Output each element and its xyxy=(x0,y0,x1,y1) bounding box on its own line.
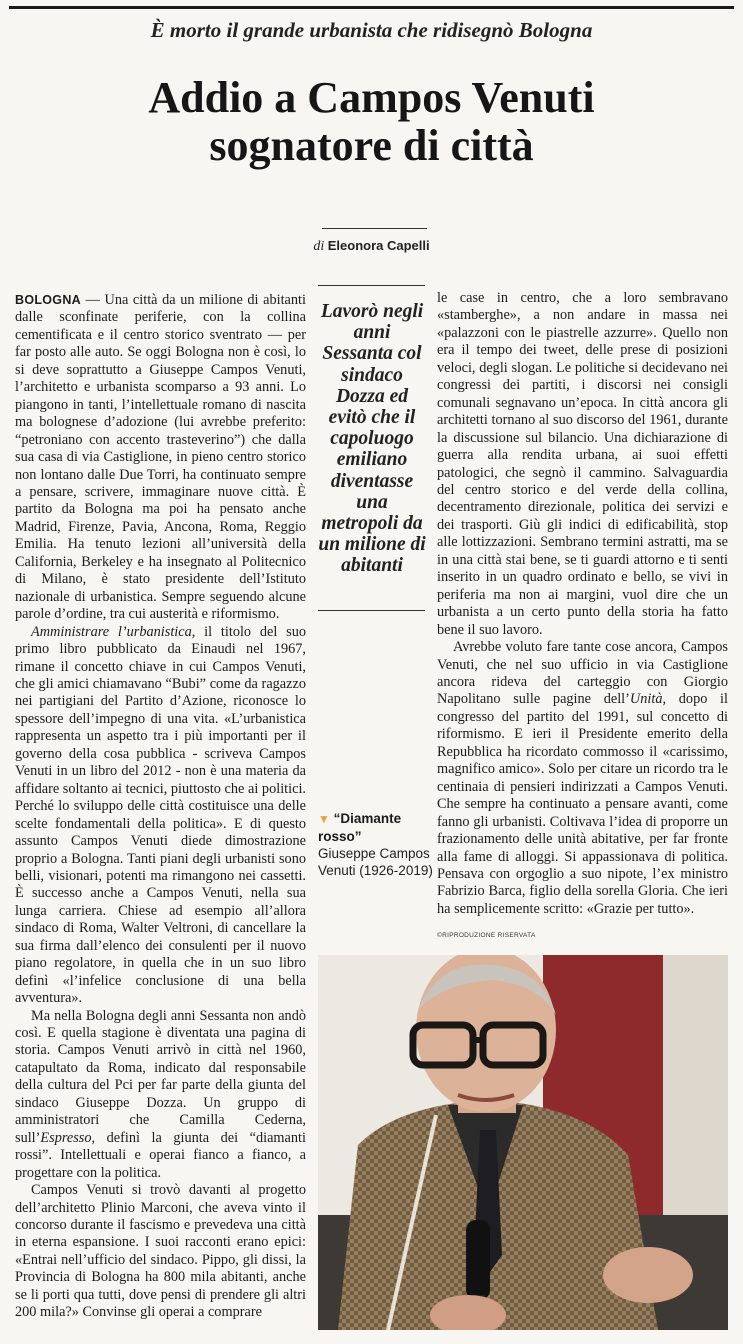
caption-body: Giuseppe Campos Venuti (1926-2019) xyxy=(318,846,433,878)
byline xyxy=(0,238,743,255)
magazine-title: Espresso xyxy=(40,1129,92,1146)
newspaper-title: Unità xyxy=(629,691,663,708)
article-column-1 xyxy=(15,292,306,1322)
headline-line-2: sognatore di città xyxy=(209,121,534,170)
portrait-photo xyxy=(318,955,728,1330)
photo-caption xyxy=(318,810,433,879)
book-title: Amministrare l’urbanistica xyxy=(31,623,192,640)
paragraph: Campos Venuti si trovò davanti al progetto dell’architetto Plinio Marconi, che aveva vinto il concorso durante il fascismo e prevedeva una città in eterna espansione. I suoi racconti erano epici: «Entrai nell’ufficio del sindaco. Pippo, gli dissi, la Provincia di Bologna ha 800 mila abitanti, anche se li porti qua tutti, dove pensi di prendere gli altri 200 mila?» Convinse gli operai a comprare xyxy=(15,1182,306,1321)
byline-author: Eleonora Capelli xyxy=(327,238,430,253)
caption-title: “Diamante rosso” xyxy=(318,811,402,844)
caption-marker-icon: ▼ xyxy=(318,812,330,826)
paragraph: BOLOGNA — Una città da un milione di abitanti dalle sconfinate periferie, con la collina cementificata e il centro storico sventrato — per far posto alle auto. Se oggi Bologna non è così, lo si deve soprattutto a Giuseppe Campos Venuti, l’architetto e urbanista scomparso a 93 anni. Lo piangono in tanti, l’intellettuale romano di nascita ma bolognese d’adozione (lui avrebbe preferito: “petroniano con accento trasteverino”) che dalla sua casa di via Castiglione, in pieno centro storico non lontano dalle Due Torri, ha continuato sempre a pensare, scrivere, immaginare nuove città. È partito da Bologna ma poi ha pensato anche Madrid, Firenze, Pavia, Ancona, Roma, Reggio Emilia. Ha tenuto lezioni all’università della California, Berkeley e ha insegnato al Politecnico di Milano, è stato presidente dell’Istituto nazionale di urbanistica. Sempre seguendo alcune parole d’ordine, tra cui austerità e riformismo. xyxy=(15,292,306,623)
pullquote-rule-bottom xyxy=(318,610,425,611)
paragraph: Amministrare l’urbanistica, il titolo del suo primo libro pubblicato da Einaudi nel 1967, rimane il concetto chiave in cui Campos Venuti, che gli amici chiamavano “Bubi” come da ragazzo nei partigiani del Partito d’Azione, riconosce lo spessore dell’impegno di una vita. «L’urbanistica rappresenta un aspetto tra i più importanti per il governo della cosa pubblica - scriveva Campos Venuti in un libro del 2012 - non è una materia da affidare soltanto ai tecnici, piuttosto che ai politici. Perché lo sviluppo delle città costituisce una delle scelte fondamentali della politica». E di questo assunto Campos Venuti diede dimostrazione proprio a Bologna. Tanti piani degli urbanisti sono belli, visionari, potenti ma rimangono nei cassetti. È successo anche a Campos Venuti, nella sua lunga carriera. Chiese ad esempio all’allora sindaco di Roma, Walter Veltroni, di cancellare la sua firma dall’elenco dei consulenti per il nuovo piano regolatore, in quella che in un suo libro definì «l’infelice conclusione di una bella avventura». xyxy=(15,623,307,1007)
paragraph: Avrebbe voluto fare tante cose ancora, Campos Venuti, che nel suo ufficio in via Castiglione ancora rideva del carteggio con Giorgio Napolitano sulle pagine dell’Unità, dopo il congresso del partito del 1991, sul concetto di riformismo. E ieri il Presidente emerito della Repubblica ha ricordato commosso il «carissimo, magnifico amico». Solo per citare un ricordo tra le centinaia di pensieri indirizzati a Campos Venuti. Che sempre ha continuato a pensare avanti, come fanno gli urbanisti. Coltivava l’idea di proporre un frazionamento delle unità abitative, per far fronte alla fame di alloggi. Si appassionava di politica. Pensava con orgoglio a suo nipote, l’ex ministro Fabrizio Barca, figlio della sorella Gloria. Che ieri ha semplicemente scritto: «Grazie per tutto». xyxy=(437,639,728,917)
portrait-photo-illustration xyxy=(318,955,728,1330)
byline-prefix: di xyxy=(313,239,325,254)
article-column-3 xyxy=(437,290,728,918)
byline-rule xyxy=(322,228,427,229)
paragraph: le case in centro, che a loro sembravano «stamberghe», a non andare in massa nei «palazzoni con le piastrelle azzurre». Quello non era il tempo dei tweet, delle prese di posizioni veloci, degli slogan. Le politiche si decidevano nei congressi dei partiti, i discorsi nei consigli comunali segnavano un’epoca. In città ancora gli architetti tornano al suo discorso del 1961, durante la discussione sul bilancio. Una dichiarazione di guerra alla rendita urbana, ai suoi effetti patologici, che segnò il cammino. Salvaguardia del centro storico e del verde della collina, decentramento direzionale, politica dei servizi e dei trasporti. Giù gli indici di edificabilità, stop alle lottizzazioni. Sembrano termini astratti, ma se in una città stai bene, se ti guardi attorno e ti senti inserito in un quadro ordinato e bello, se vivi in periferia ma non ai margini, vuol dire che un urbanista a un certo punto della storia ha fatto bene il suo lavoro. xyxy=(437,290,728,638)
copyright-notice: ©RIPRODUZIONE RISERVATA xyxy=(437,932,536,939)
pullquote-rule-top xyxy=(318,285,425,286)
paragraph: Ma nella Bologna degli anni Sessanta non andò così. E quella stagione è diventata una pagina di storia. Campos Venuti arrivò in città nel 1960, catapultato da Roma, indicato dal responsabile della cultura del Pci per far parte della giunta del sindaco Giuseppe Dozza. Un gruppo di amministratori che Camilla Cederna, sull’Espresso, definì la giunta dei “diamanti rossi”. Intellettuali e operai fianco a fianco, a progettare con la politica. xyxy=(15,1007,306,1181)
kicker: È morto il grande urbanista che ridisegnò Bologna xyxy=(150,18,593,42)
headline-line-1: Addio a Campos Venuti xyxy=(148,73,595,122)
top-rule xyxy=(9,6,734,9)
dateline: BOLOGNA xyxy=(15,293,81,307)
headline xyxy=(0,74,743,170)
pullquote: Lavorò negli anni Sessanta col sindaco Dozza ed evitò che il capoluogo emiliano diventasse una metropoli da un milione di abitanti xyxy=(318,301,426,577)
